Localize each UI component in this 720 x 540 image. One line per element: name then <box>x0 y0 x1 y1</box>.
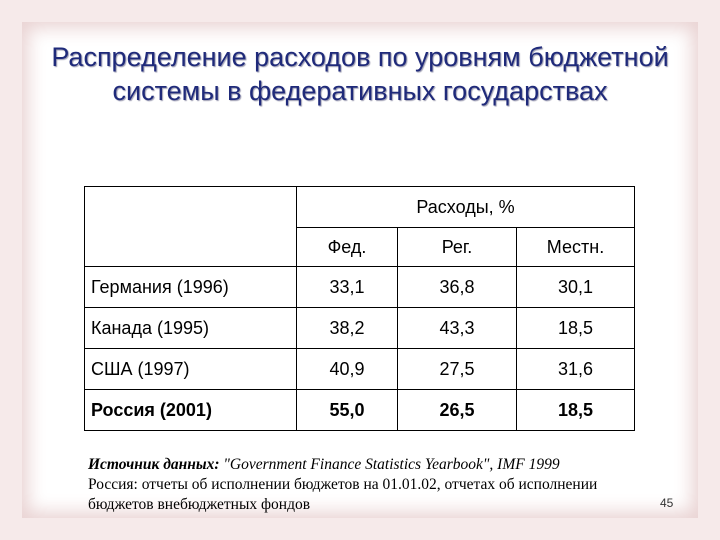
column-header-fed: Фед. <box>297 228 398 267</box>
cell-fed: 33,1 <box>297 267 398 308</box>
title-line-1: Распределение расходов по уровням бюджетной <box>51 42 669 72</box>
page-number: 45 <box>660 496 674 510</box>
source-note <box>88 455 688 515</box>
cell-reg: 43,3 <box>398 308 517 349</box>
column-header-reg: Рег. <box>398 228 517 267</box>
row-label: Германия (1996) <box>85 267 297 308</box>
expenditure-table <box>84 186 635 431</box>
column-header-local: Местн. <box>517 228 635 267</box>
row-label: США (1997) <box>85 349 297 390</box>
table-row-canada <box>85 308 635 349</box>
table-row-russia <box>85 390 635 431</box>
source-imf: "Government Finance Statistics Yearbook", IMF 1999 <box>219 456 560 473</box>
table-row-germany <box>85 267 635 308</box>
cell-fed: 55,0 <box>297 390 398 431</box>
cell-local: 18,5 <box>517 390 635 431</box>
table-corner-cell-lower <box>85 228 297 267</box>
table-subheader-row <box>85 228 635 267</box>
source-line-2: Россия: отчеты об исполнении бюджетов на 01.01.02, отчетах об исполнении <box>88 476 598 493</box>
cell-reg: 27,5 <box>398 349 517 390</box>
source-line-3: бюджетов внебюджетных фондов <box>88 496 311 513</box>
title-line-2: системы в федеративных государствах <box>112 76 608 106</box>
table-row-usa <box>85 349 635 390</box>
table-header-row <box>85 187 635 228</box>
group-header: Расходы, % <box>297 187 635 228</box>
source-line-1 <box>88 455 688 475</box>
cell-local: 30,1 <box>517 267 635 308</box>
source-label: Источник данных: <box>88 456 220 473</box>
cell-local: 31,6 <box>517 349 635 390</box>
cell-fed: 40,9 <box>297 349 398 390</box>
slide-title <box>40 40 680 108</box>
cell-fed: 38,2 <box>297 308 398 349</box>
table-corner-cell <box>85 187 297 228</box>
cell-reg: 36,8 <box>398 267 517 308</box>
row-label: Канада (1995) <box>85 308 297 349</box>
row-label: Россия (2001) <box>85 390 297 431</box>
cell-local: 18,5 <box>517 308 635 349</box>
cell-reg: 26,5 <box>398 390 517 431</box>
